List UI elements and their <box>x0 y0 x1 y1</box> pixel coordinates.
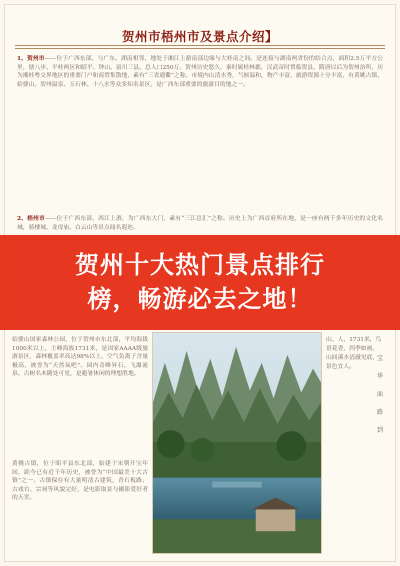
sidebar-accent-char: 路 <box>376 409 383 416</box>
photo-tree <box>157 430 185 458</box>
scenery-photo <box>152 332 322 554</box>
headline-line-1: 贺州十大热门景点排行 <box>75 251 325 279</box>
section-text: ——位于广西东部，西江上游，为广西东大门，素有“三江总汇”之称。历史上为广西首府所在地，是一座有两千多年历史的文化名城，骑楼城、龙母庙、白云山等景点闻名遐迩。 <box>17 216 383 231</box>
headline <box>0 248 400 316</box>
section-name: 贺州市 <box>27 56 45 62</box>
sidebar-accent-char: 宝 <box>376 355 383 362</box>
section-text: ——位于广西东部，与广东、湖南相邻，地处于湘江上游南部边缘与大桂南之间。是连接与湖南两省份的结合点，面积2.5万平方公里，辖八步、平桂两区和昭平、钟山、富川三县，总人口250万。贺州历史悠久，秦时属桂林郡，汉武帝时置临贺县，隋唐以后为贺州治所，历为湘桂粤交界地区的重要门户和商贸集散地，素有“三省通衢”之称。市境内山清水秀，气候温和，物产丰富，旅游资源十分丰富，有黄姚古镇、姑婆山、贺州温泉、玉石林、十八水等众多知名景区，是广西东部重要的旅游目的地之一。 <box>17 56 383 88</box>
column-text-bottom: 黄姚古镇，位于昭平县东北部，始建于宋朝开宝年间，距今已有近千年历史，被誉为“中国最美十大古镇”之一。古镇保存有大量明清古建筑，青石板路、古戏台、宗祠等风貌完好，是电影取景与摄影爱好者的天堂。 <box>12 461 148 502</box>
photo-reflection <box>212 482 261 488</box>
photo-riverbank <box>153 519 321 553</box>
photo-tree <box>191 438 215 462</box>
sidebar-text: 山、人，1731米，鸟语花香，四季如画，山间溪水清澈见底，景色宜人。 <box>326 337 382 370</box>
document-title: 贺州市梧州市及景点介绍】 <box>121 29 278 44</box>
section-hezhou <box>17 55 383 215</box>
title-rule <box>15 45 385 46</box>
photo-village <box>256 509 296 531</box>
section-number: 1、 <box>17 56 27 62</box>
headline-line-2: 榜，畅游必去之地！ <box>87 285 313 313</box>
section-number: 2、 <box>17 216 28 222</box>
sidebar-accent-char: 华 <box>376 373 383 380</box>
column-text-top: 姑婆山国家森林公园，位于贺州市东北部，平均海拔1000米以上，主峰海拔1731米，是国家AAAA级旅游景区，森林覆盖率高达98%以上，空气负离子含量极高，被誉为“天然氧吧”。园内奇峰异石、飞瀑流泉、古树名木随处可见，是避暑休闲的理想胜地。 <box>12 337 148 378</box>
sidebar-accent-char: 面 <box>376 391 383 398</box>
photo-tree <box>277 431 307 461</box>
sidebar-accent-column <box>374 350 386 440</box>
sidebar-accent-char: 到 <box>376 427 383 434</box>
section-name: 梧州市 <box>27 216 45 222</box>
title-rule-thin <box>15 48 385 49</box>
